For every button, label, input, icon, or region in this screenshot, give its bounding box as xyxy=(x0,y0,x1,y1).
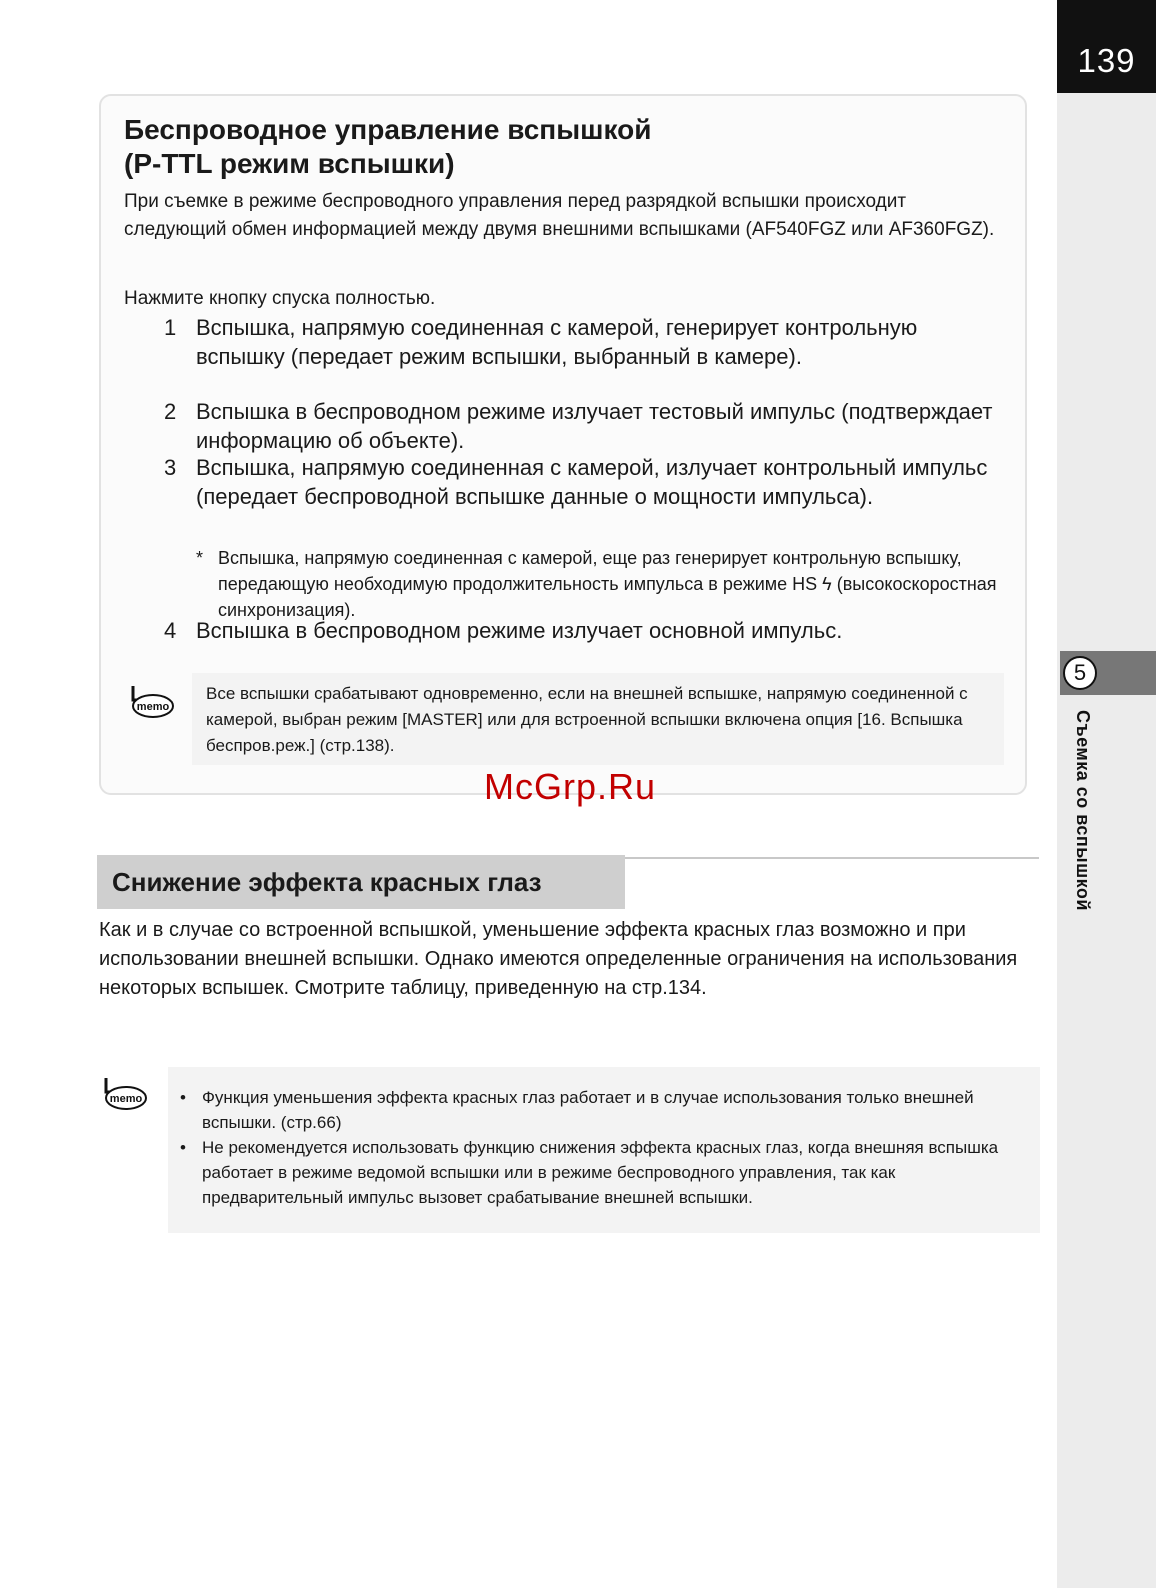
memo-bullet xyxy=(180,1135,1040,1210)
section-title xyxy=(124,113,651,181)
step-text: Вспышка, напрямую соединенная с камерой, излучает контрольный импульс (передает беспроводной вспышке данные о мощности импульса). xyxy=(196,455,988,509)
bullet-text: Функция уменьшения эффекта красных глаз работает и в случае использования только внешней вспышки. (стр.66) xyxy=(202,1088,974,1132)
section-heading: Снижение эффекта красных глаз xyxy=(112,867,542,897)
page-number: 139 xyxy=(1077,42,1136,79)
memo-bullet-list xyxy=(180,1085,1040,1210)
bullet-text: Не рекомендуется использовать функцию снижения эффекта красных глаз, когда внешняя вспышка работает в режиме ведомой вспышки или в режиме беспроводного управления, так как предварительный импульс вызовет срабатывание внешней вспышки. xyxy=(202,1138,999,1207)
watermark: McGrp.Ru xyxy=(484,766,657,807)
svg-text:memo: memo xyxy=(136,701,170,713)
step-text: Вспышка в беспроводном режиме излучает основной импульс. xyxy=(196,618,843,643)
step-number: 1 xyxy=(164,315,177,340)
chapter-number: 5 xyxy=(1063,656,1097,690)
section-body: Как и в случае со встроенной вспышкой, уменьшение эффекта красных глаз возможно и при использовании внешней вспышки. Однако имеются определенные ограничения на использования некоторых вспышек. Смотрите таблицу, приведенную на стр.134. xyxy=(99,919,1018,999)
memo-icon xyxy=(100,1076,148,1114)
bullet-dot: • xyxy=(180,1088,186,1107)
section-title-line2: (P-TTL режим вспышки) xyxy=(124,148,455,179)
memo-text: Все вспышки срабатывают одновременно, если на внешней вспышке, напрямую соединенной с камерой, выбран режим [MASTER] или для встроенной вспышки включена опция [16. Вспышка беспров.реж.] (стр.138). xyxy=(206,684,968,755)
svg-text:memo: memo xyxy=(109,1093,143,1105)
step-number: 4 xyxy=(164,618,177,643)
press-instruction: Нажмите кнопку спуска полностью. xyxy=(124,288,436,309)
note-text: Вспышка, напрямую соединенная с камерой, еще раз генерирует контрольную вспышку, передающую необходимую продолжительность импульса в режиме HS ϟ (высокоскоростная синхронизация). xyxy=(218,548,997,620)
memo-bullet xyxy=(180,1085,1040,1135)
section-intro: При съемке в режиме беспроводного управления перед разрядкой вспышки происходит следующий обмен информацией между двумя внешними вспышками (AF540FGZ или AF360FGZ). xyxy=(124,191,995,240)
step-number: 3 xyxy=(164,455,177,480)
memo-icon xyxy=(127,684,175,722)
step-text: Вспышка, напрямую соединенная с камерой, генерирует контрольную вспышку (передает режим вспышки, выбранный в камере). xyxy=(196,315,918,369)
chapter-title: Съемка со вспышкой xyxy=(1073,710,1093,911)
page-number-box xyxy=(1057,0,1156,93)
bullet-dot: • xyxy=(180,1138,186,1157)
note-asterisk: * xyxy=(196,548,204,568)
step-number: 2 xyxy=(164,399,177,424)
step-text: Вспышка в беспроводном режиме излучает тестовый импульс (подтверждает информацию об объекте). xyxy=(196,399,993,453)
section-title-line1: Беспроводное управление вспышкой xyxy=(124,114,652,145)
